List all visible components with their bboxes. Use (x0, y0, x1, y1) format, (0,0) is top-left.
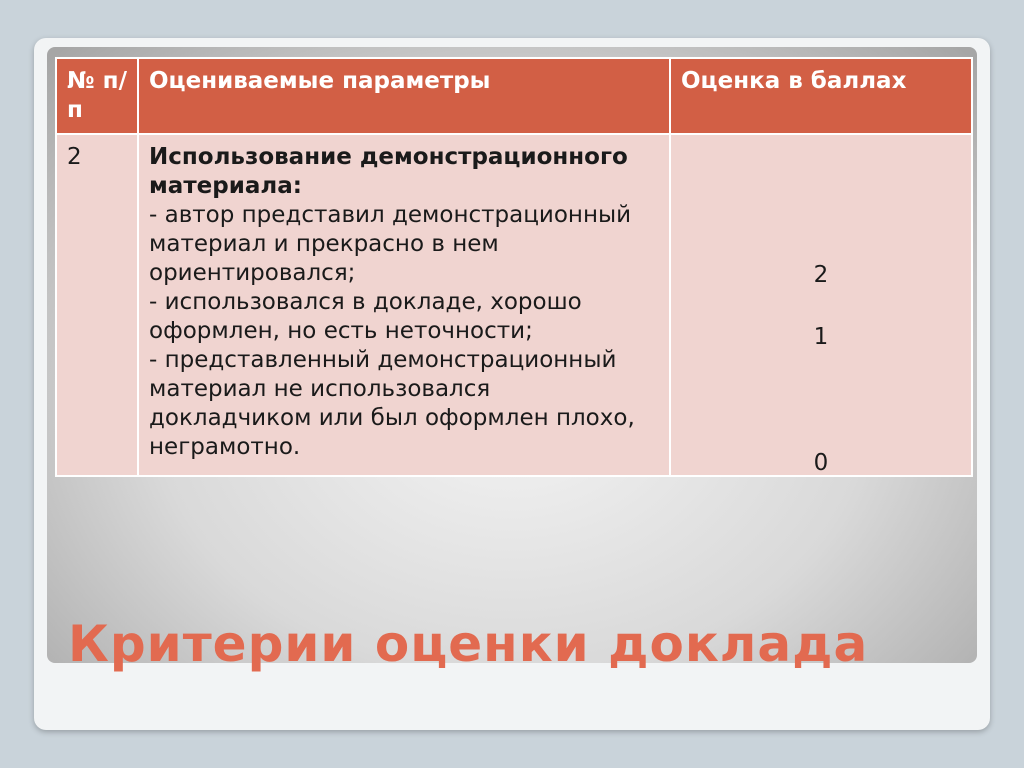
row-number: 2 (56, 134, 138, 476)
criterion-1: - автор представил демонстрационный материал и прекрасно в нем ориентировался; (149, 202, 632, 286)
table-row (56, 134, 972, 476)
table-header-row (56, 58, 972, 134)
criteria-table (55, 57, 973, 477)
parameter-title: Использование демонстрационного материала: (149, 144, 628, 199)
row-scores (670, 134, 972, 476)
score-2: 1 (813, 324, 829, 350)
criterion-2: - использовался в докладе, хорошо оформлен, но есть неточности; (149, 289, 582, 344)
header-score: Оценка в баллах (670, 58, 972, 134)
header-number: № п/п (56, 58, 138, 134)
header-parameters: Оцениваемые параметры (138, 58, 670, 134)
row-parameters (138, 134, 670, 476)
criterion-3: - представленный демонстрационный материал не использовался докладчиком или был оформлен плохо, неграмотно. (149, 347, 635, 460)
score-1: 2 (813, 262, 829, 288)
slide-title: Критерии оценки доклада (68, 615, 869, 673)
score-3: 0 (813, 450, 829, 476)
